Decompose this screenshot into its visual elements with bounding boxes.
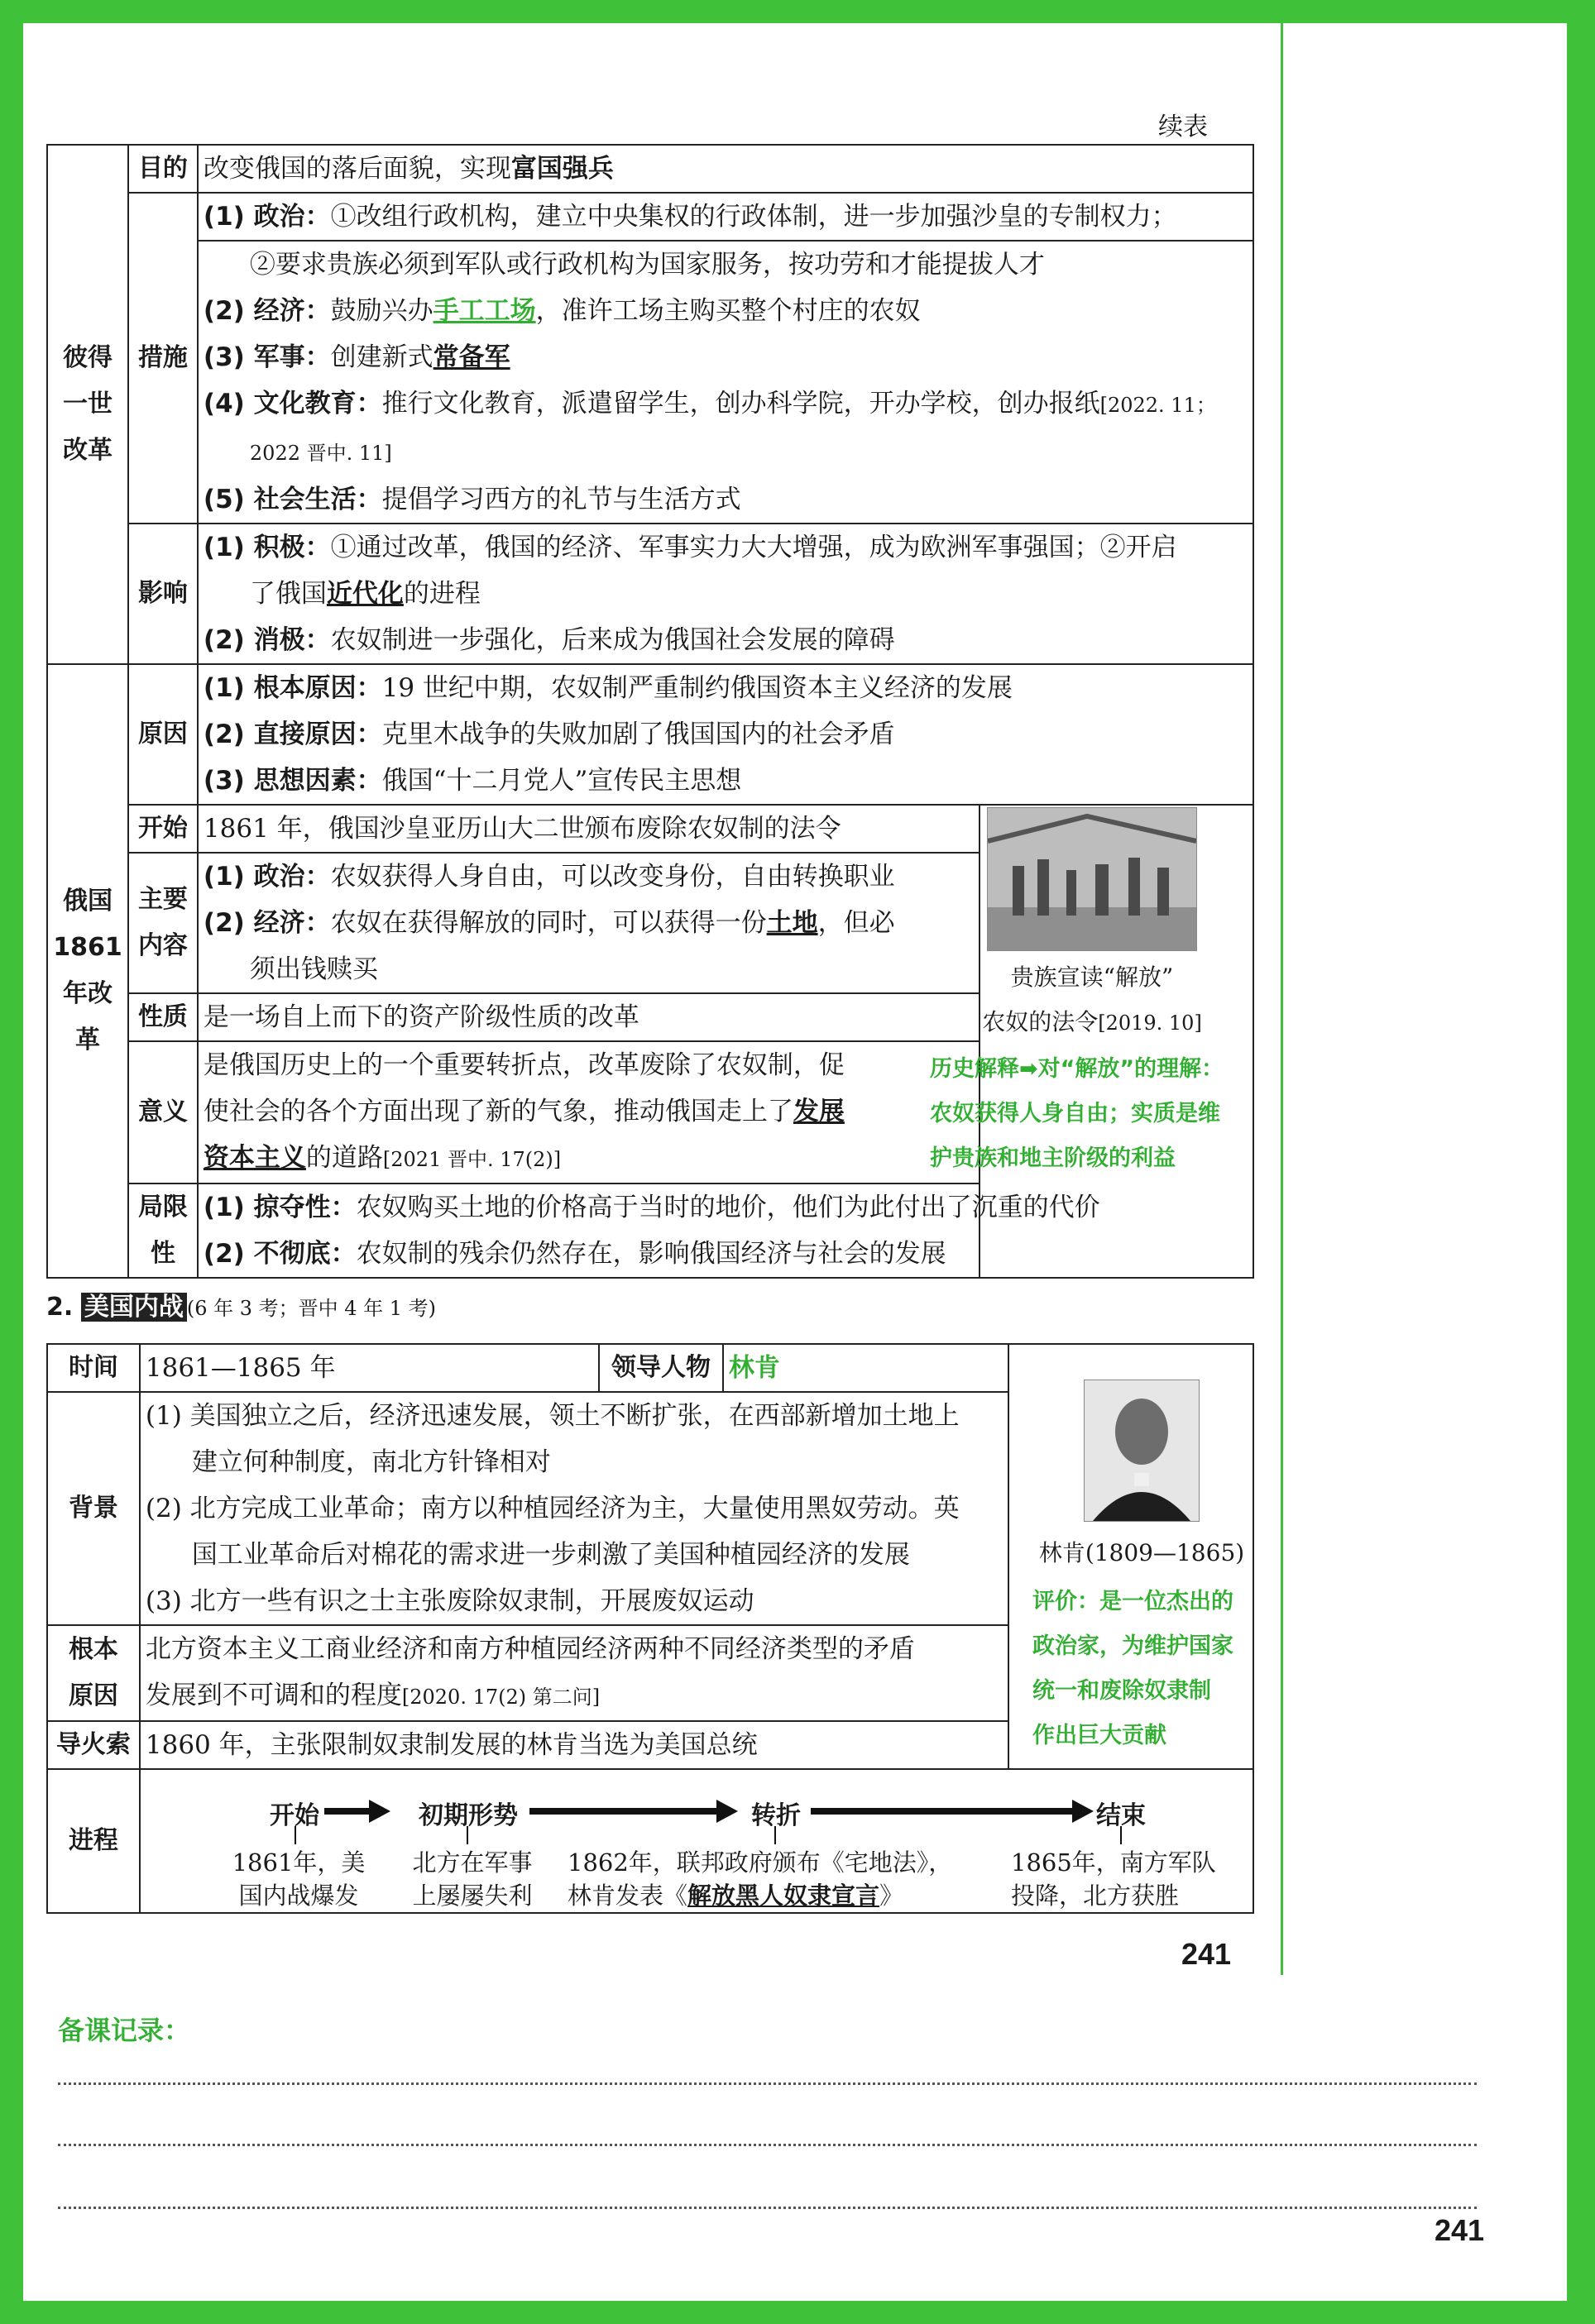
nature-cell: 是一场自上而下的资产阶级性质的改革 [198, 993, 980, 1041]
measure-culture: (4) 文化教育：推行文化教育，派遣留学生，创办科学院，开办学校，创办报纸[2022. 11； [198, 380, 1253, 428]
goal-cell: 改变俄国的落后面貌，实现富国强兵 [198, 145, 1253, 193]
start-label: 开始 [128, 805, 198, 853]
tick-4 [1120, 1826, 1122, 1844]
impact-label: 影响 [128, 524, 198, 664]
page-number-bottom: 241 [1435, 2213, 1485, 2247]
serf-emancipation-image [987, 807, 1197, 951]
stage-end-detail: 1865年，南方军队 投降，北方获胜 [1011, 1848, 1216, 1910]
notes-line-2 [58, 2144, 1477, 2146]
section-2-heading: 2. 美国内战 (6 年 3 考；晋中 4 年 1 考) [46, 1293, 437, 1322]
time-cell: 1861—1865 年 [140, 1344, 599, 1392]
image-caption-2: 农奴的法令[2019. 10] [982, 1008, 1202, 1035]
tick-3 [774, 1826, 776, 1844]
arrow-1 [324, 1808, 371, 1815]
notes-line-1 [58, 2083, 1477, 2085]
content-politics: (1) 政治：农奴获得人身自由，可以改变身份，自由转换职业 [198, 853, 980, 900]
background-label: 背景 [47, 1392, 140, 1625]
green-right-bar [1567, 0, 1595, 2324]
stage-turn-detail: 1862年，联邦政府颁布《宅地法》， 林肯发表《解放黑人奴隶宣言》 [568, 1848, 953, 1910]
measure-economy: (2) 经济：鼓励兴办手工工场，准许工场主购买整个村庄的农奴 [198, 288, 1253, 334]
stage-start: 开始 [270, 1801, 319, 1830]
lincoln-portrait [1084, 1380, 1200, 1522]
root-cause-cell: 北方资本主义工商业经济和南方种植园经济两种不同经济类型的矛盾 [140, 1625, 1009, 1672]
arrow-2 [529, 1808, 718, 1815]
stage-end: 结束 [1096, 1801, 1146, 1830]
goal-label: 目的 [128, 145, 198, 193]
cause-root: (1) 根本原因：19 世纪中期，农奴制严重制约俄国资本主义经济的发展 [198, 664, 1253, 711]
limit-incomplete: (2) 不彻底：农奴制的残余仍然存在，影响俄国经济与社会的发展 [198, 1231, 1253, 1278]
stage-early: 初期形势 [419, 1801, 518, 1830]
arrow-head-2 [716, 1800, 738, 1823]
arrow-3 [811, 1808, 1074, 1815]
tick-1 [295, 1826, 296, 1844]
content-label: 主要内容 [128, 853, 198, 993]
measure-military: (3) 军事：创建新式常备军 [198, 334, 1253, 380]
stage-early-detail: 北方在军事 上屡屡失利 [412, 1848, 533, 1910]
root-cause-label: 根本 原因 [47, 1625, 140, 1721]
meaning-cell: 是俄国历史上的一个重要转折点，改革废除了农奴制，促 [198, 1041, 980, 1088]
start-cell: 1861 年，俄国沙皇亚历山大二世颁布废除农奴制的法令 [198, 805, 980, 853]
nature-label: 性质 [128, 993, 198, 1041]
lincoln-evaluation-note: 评价：是一位杰出的 政治家，为维护国家 统一和废除奴隶制 作出巨大贡献 [1032, 1589, 1233, 1748]
cause-direct: (2) 直接原因：克里木战争的失败加剧了俄国国内的社会矛盾 [198, 711, 1253, 758]
leader-label: 领导人物 [599, 1344, 723, 1392]
notes-line-3 [58, 2207, 1477, 2209]
lincoln-caption: 林肯(1809—1865) [1038, 1539, 1245, 1566]
image-caption: 贵族宣读“解放” [1010, 964, 1174, 991]
page-number: 241 [1181, 1937, 1232, 1971]
measure-politics: (1) 政治：①改组行政机构，建立中央集权的行政体制，进一步加强沙皇的专制权力； [198, 193, 1253, 241]
stage-turn: 转折 [751, 1801, 801, 1830]
arrow-head-3 [1072, 1800, 1094, 1823]
limit-label: 局限 性 [128, 1184, 198, 1278]
russia-reform-table: 彼得 一世 改革 目的 改变俄国的落后面貌，实现富国强兵 措施 (1) 政治：①改组行政机构，建立中央集权的行政体制，进一步加强沙皇的专制权力； ②要求贵族必须到军队或行政机构为国家服务，按功劳和才能提拔人才 (2) 经济：鼓励兴办手工工场，准许工场主购买整个村庄的农奴 (3) 军事：创建新式常备军 (4) 文化教育：推行文化教育，派遣留学生，创办科学院，开办学校，创办报纸[2022. 11； 2022 晋中. 11] (5) 社会生活：提倡学习西方的礼节与生活方式 影响 (1) 积极：①通过改革，俄国的经济、军事实力大大增强，成为欧洲军事强国；②开启 了俄国近代化的进程 (2) 消极：农奴制进一步强化，后来成为俄国社会发展的障碍 俄国 1861 年改 革 原因 (1) 根本原因：19 世纪中期，农奴制严重制约俄国资本主义经济的发展 (2) 直接原因：克里木战争的失败加剧了俄国国内的社会矛盾 (3) 思想因素：俄国“十二月党人”宣传民主思想 开始 1861 年，俄国沙皇亚历山大二世颁布废除农奴制的法令 主要内容 (1) 政治：农奴获得人身自由，可以改变身份，自由转换职业 (2) 经济：农奴在获得解放的同时，可以获得一份土地，但必 须出钱赎买 性质 是一场自上而下的资产阶级性质的改革 意义 是俄国历史上的一个重要转折点，改革废除了农奴制，促 使社会的各个方面出现了新的气象，推动俄国走上了发展 资本主义的道路[2021 晋中. 17(2)] 局限 性 (1) 掠夺性：农奴购买土地的价格高于当时的地价，他们为此付出了沉重的代价 (2) 不彻底：农奴制的残余仍然存在，影响俄国经济与社会的发展 [46, 144, 1254, 1279]
cause-thought: (3) 思想因素：俄国“十二月党人”宣传民主思想 [198, 758, 1253, 805]
time-label: 时间 [47, 1344, 140, 1392]
notes-label: 备课记录： [58, 2015, 191, 2046]
limit-plunder: (1) 掠夺性：农奴购买土地的价格高于当时的地价，他们为此付出了沉重的代价 [198, 1184, 1253, 1231]
history-interpretation-note: 历史解释➡对“解放”的理解： 农奴获得人身自由；实质是维 护贵族和地主阶级的利益 [930, 1056, 1224, 1171]
meaning-label: 意义 [128, 1041, 198, 1184]
cause-label: 原因 [128, 664, 198, 805]
reform-name: 俄国 1861 年改 革 [47, 664, 128, 1278]
content-economy: (2) 经济：农奴在获得解放的同时，可以获得一份土地，但必 [198, 900, 980, 946]
leader-cell: 林肯 [723, 1344, 1009, 1392]
arrow-head-1 [369, 1800, 390, 1823]
tick-2 [467, 1826, 468, 1844]
civil-war-table: 时间 1861—1865 年 领导人物 林肯 背景 (1) 美国独立之后，经济迅速发展，领土不断扩张，在西部新增加土地上 建立何种制度，南北方针锋相对 (2) 北方完成工业革命；南方以种植园经济为主，大量使用黑奴劳动。英 国工业革命后对棉花的需求进一步刺激了美国种植园经济的发展 (3) 北方一些有识之士主张废除奴隶制，开展废奴运动 根本 原因 北方资本主义工商业经济和南方种植园经济两种不同经济类型的矛盾 发展到不可调和的程度[2020. 17(2) 第二问] 导火索 1860 年，主张限制奴隶制发展的林肯当选为美国总统 进程 [46, 1343, 1254, 1914]
measures-label: 措施 [128, 193, 198, 524]
continued-label: 续表 [1158, 112, 1208, 141]
stage-start-detail: 1861年，美 国内战爆发 [232, 1848, 366, 1910]
measure-social: (5) 社会生活：提倡学习西方的礼节与生活方式 [198, 476, 1253, 524]
fuse-cell: 1860 年，主张限制奴隶制发展的林肯当选为美国总统 [140, 1721, 1009, 1769]
process-label: 进程 [47, 1769, 140, 1913]
fuse-label: 导火索 [47, 1721, 140, 1769]
impact-positive: (1) 积极：①通过改革，俄国的经济、军事实力大大增强，成为欧洲军事强国；②开启 [198, 524, 1253, 571]
impact-negative: (2) 消极：农奴制进一步强化，后来成为俄国社会发展的障碍 [198, 617, 1253, 664]
peter-name: 彼得 一世 改革 [47, 145, 128, 664]
